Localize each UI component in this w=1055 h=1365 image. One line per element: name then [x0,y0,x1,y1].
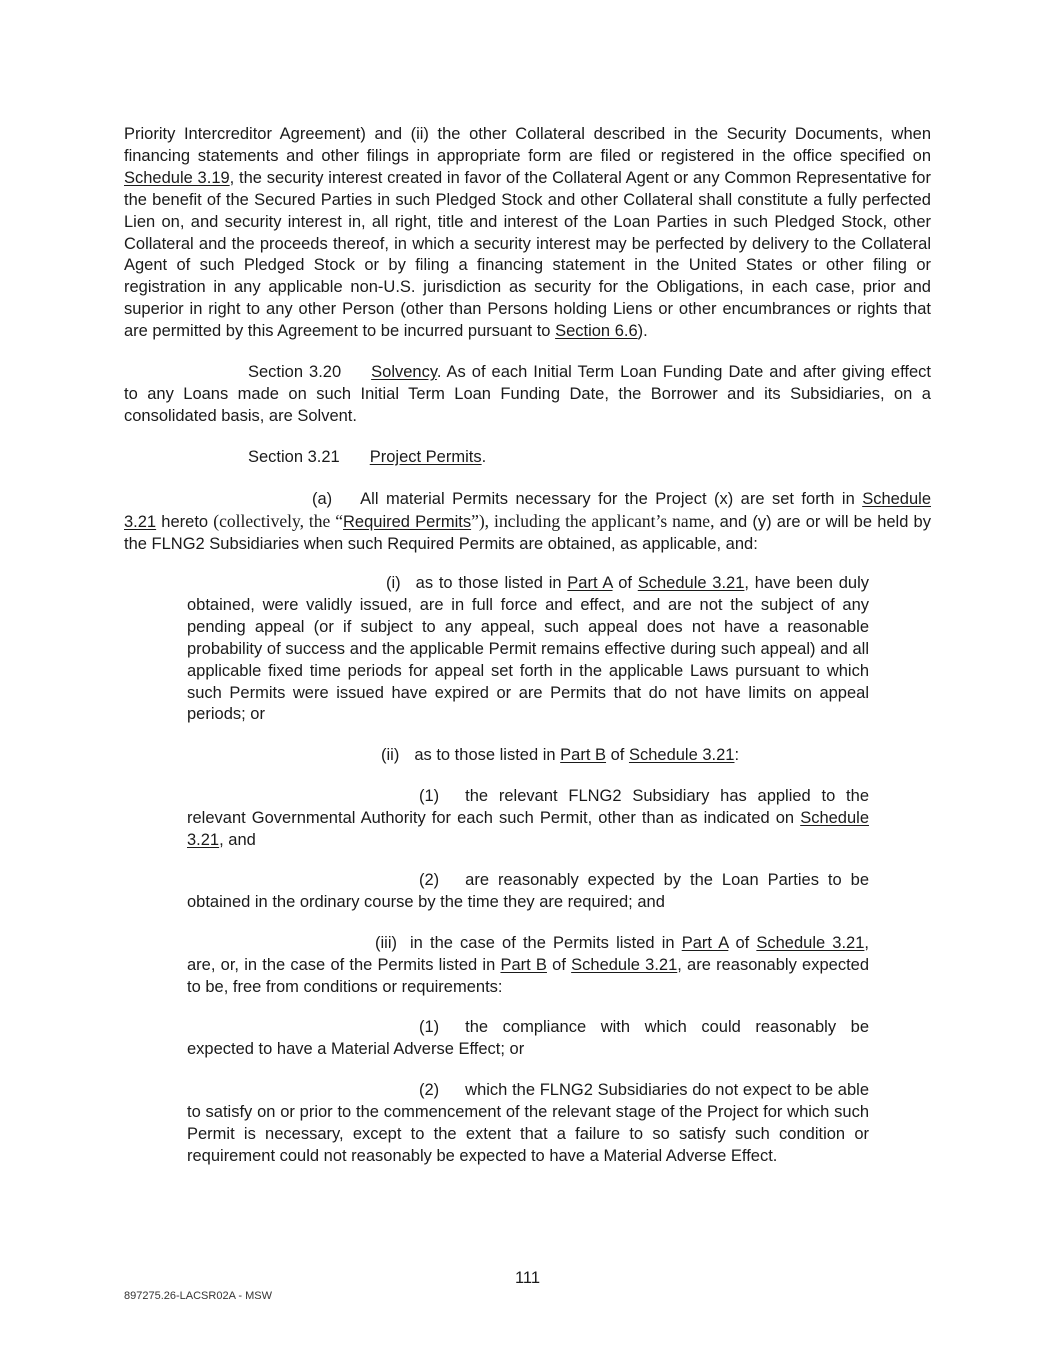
text: as to those listed in [415,574,568,592]
text: in the case of the Permits listed in [410,934,682,952]
clause-ii-2 [187,870,869,914]
text: which the FLNG2 Subsidiaries do not expect to be able to satisfy on or prior to the commencement of the relevant stage of the Project for which such Permit is necessary, except to the extent that a failure to so satisfy such condition or requirement could not reasonably be expected to have a Material Adverse Effect. [187,1081,869,1165]
part-b-reference: Part B [500,955,547,974]
text: : [734,746,740,764]
text: Priority Intercreditor Agreement) and (ii) the other Collateral described in the Security Documents, when financing statements and other filings in appropriate form are filed or registered in the office specified on [124,125,931,165]
text: of [546,955,572,974]
text: . As of each Initial Term Loan Funding Date and after giving effect to any Loans made on such Initial Term Loan Funding Date, the Borrower and its Subsidiaries, on a consolidated basis, are Solvent. [124,363,931,425]
text: . [481,448,487,466]
clause-iii [187,933,869,999]
text: All material Permits necessary for the Project (x) are set forth in [360,490,863,508]
clause-iii-2 [187,1080,869,1168]
section-3-21-project-permits [124,447,931,469]
page-number: 111 [514,1269,541,1287]
section-number: Section 3.21 [248,448,340,466]
clause-iii-1 [187,1017,869,1061]
part-b-reference: Part B [560,746,607,764]
clause-label: (iii) [375,934,397,952]
clause-label: (i) [386,574,401,592]
clause-label: (2) [419,1081,440,1099]
schedule-3-21-reference: Schedule 3.21 [571,955,678,974]
clause-label: (1) [419,787,440,805]
text: of [606,746,629,764]
clause-ii-1 [187,786,869,852]
section-6-6-reference: Section 6.6 [555,322,638,341]
text: (collectively, the “ [213,510,344,531]
section-number: Section 3.20 [248,363,342,381]
text: , have been duly obtained, were validly issued, are in full force and effect, and are not the subject of any pending appeal (or if subject to any appeal, such appeal does not have a reasonable probability of success and the applicable Permit remains effective during such appeal) and all applicable fixed time periods for appeal set forth in the applicable Laws pursuant to which such Permits were issued have expired or are Permits that do not have limits on appeal periods; or [187,574,869,724]
text: hereto [156,512,214,531]
schedule-3-21-reference: Schedule 3.21 [187,808,869,849]
clause-label: (2) [419,871,440,889]
text: of [612,574,638,592]
section-heading: Project Permits [369,448,482,466]
document-footer-id: 897275.26-LACSR02A - MSW [124,1290,272,1302]
clause-label: (ii) [381,746,400,764]
clause-label: (1) [419,1018,440,1036]
text: the relevant FLNG2 Subsidiary has applied to the relevant Governmental Authority for each such Permit, other than as indicated on [187,787,869,827]
schedule-3-19-reference: Schedule 3.19 [124,168,230,187]
text: ”), including the applicant’s name, [471,510,715,531]
section-3-20-solvency [124,362,931,428]
text: , are reasonably expected to be, free from conditions or requirements: [187,955,870,996]
schedule-3-21-reference: Schedule 3.21 [124,490,931,531]
text: , the security interest created in favor of the Collateral Agent or any Common Representative for the benefit of the Secured Parties in such Pledged Stock and other Collateral shall constitute a fully perfected Lien on, and security interest in, all right, title and interest of the Loan Parties in such Pledged Stock, other Collateral and the proceeds thereof, in which a security interest may be perfected by delivery to the Collateral Agent of such Pledged Stock or by filing a financing statement in the United States or other filing or registration in any applicable non-U.S. jurisdiction as security for the Obligations, in each case, prior and superior in right to any other Person (other than Persons holding Liens or other encumbrances or rights that are permitted by this Agreement to be incurred pursuant to [124,168,931,341]
text: of [728,934,757,952]
text: and (y) are or will be held by the FLNG2 Subsidiaries when such Required Permits are obtained, as applicable, and: [124,512,931,553]
section-heading: Solvency [371,363,437,381]
text: the compliance with which could reasonably be expected to have a Material Adverse Effect; or [187,1018,869,1058]
part-a-reference: Part A [567,574,613,592]
clause-a [124,489,931,556]
required-permits-term: Required Permits [343,512,472,531]
part-a-reference: Part A [681,934,729,952]
paragraph-continuation [124,124,931,343]
text: as to those listed in [414,746,561,764]
text: , are, or, in the case of the Permits listed in [187,934,870,974]
text: , and [219,830,256,849]
clause-ii [187,745,869,767]
schedule-3-21-reference: Schedule 3.21 [628,746,735,764]
schedule-3-21-reference: Schedule 3.21 [756,934,865,952]
clause-i [187,573,869,726]
schedule-3-21-reference: Schedule 3.21 [637,574,745,592]
clause-label: (a) [312,490,333,508]
text: are reasonably expected by the Loan Parties to be obtained in the ordinary course by the time they are required; and [187,871,869,911]
text: ). [637,322,648,341]
